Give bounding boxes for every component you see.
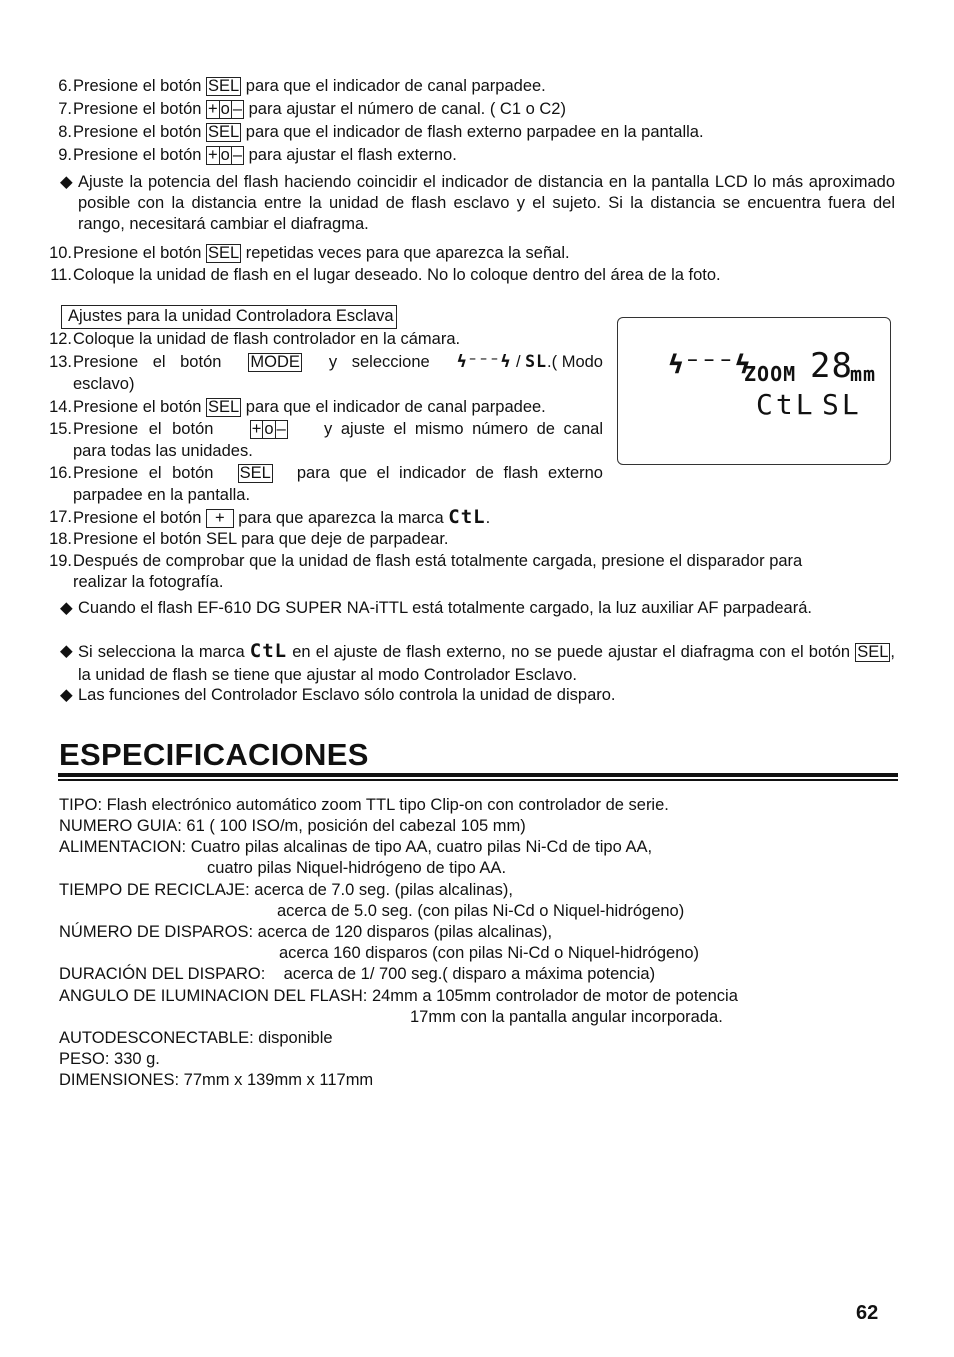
spec-line: TIEMPO DE RECICLAJE: acerca de 7.0 seg. (pilas alcalinas), bbox=[59, 881, 513, 899]
spec-line: TIPO: Flash electrónico automático zoom TTL tipo Clip-on con controlador de serie. bbox=[59, 796, 669, 814]
bullet-diamond-icon: ◆ bbox=[60, 173, 73, 191]
minus-button-ref: – bbox=[232, 100, 243, 118]
spec-line: ALIMENTACION: Cuatro pilas alcalinas de tipo AA, cuatro pilas Ni-Cd de tipo AA, bbox=[59, 838, 653, 856]
section-label: Ajustes para la unidad Controladora Esclava bbox=[61, 305, 397, 329]
ctl-mark-icon: CtL bbox=[448, 506, 486, 528]
spec-heading: ESPECIFICACIONES bbox=[59, 737, 369, 772]
zoom-value: 28 bbox=[810, 346, 853, 386]
zoom-label: ZOOM bbox=[744, 362, 797, 386]
sel-button-ref: SEL bbox=[239, 463, 271, 482]
slave-mode-icon: SL bbox=[525, 352, 548, 371]
spec-line: ANGULO DE ILUMINACION DEL FLASH: 24mm a 105mm controlador de motor de potencia bbox=[59, 987, 738, 1005]
plus-button-ref: + bbox=[206, 509, 234, 528]
spec-line: 17mm con la pantalla angular incorporada. bbox=[410, 1008, 723, 1026]
plus-button-ref: + bbox=[208, 146, 218, 164]
step-number: 9. bbox=[58, 146, 72, 164]
spec-line: acerca de 5.0 seg. (con pilas Ni-Cd o Niquel-hidrógeno) bbox=[277, 902, 685, 920]
step-number: 6. bbox=[58, 77, 72, 95]
spec-line: AUTODESCONECTABLE: disponible bbox=[59, 1029, 333, 1047]
plus-button-ref: + bbox=[251, 420, 262, 438]
bullet-diamond-icon: ◆ bbox=[60, 686, 73, 704]
sel-button-ref: SEL bbox=[208, 244, 240, 262]
spec-line: DIMENSIONES: 77mm x 139mm x 117mm bbox=[59, 1071, 374, 1089]
note-af-light: Cuando el flash EF-610 DG SUPER NA-iTTL está totalmente cargado, la luz auxiliar AF parpadeará. bbox=[78, 599, 812, 617]
sl-mode-readout: SL bbox=[822, 388, 862, 421]
ctl-mode-readout: CtL bbox=[756, 388, 816, 421]
note-controller-functions: Las funciones del Controlador Esclavo sólo controla la unidad de disparo. bbox=[78, 686, 616, 704]
spec-line: NÚMERO DE DISPAROS: acerca de 120 disparos (pilas alcalinas), bbox=[59, 923, 553, 941]
spec-line: PESO: 330 g. bbox=[59, 1050, 160, 1068]
note-ctl-mark: Si selecciona la marca CtL en el ajuste de flash externo, no se puede ajustar el diafragma con el botón SEL , la unidad de flash se tiene que ajustar al modo Controlador Esclavo. bbox=[78, 640, 895, 684]
step-number: 7. bbox=[58, 100, 72, 118]
zoom-unit: mm bbox=[850, 362, 877, 386]
spec-line: DURACIÓN DEL DISPARO: acerca de 1/ 700 seg.( disparo a máxima potencia) bbox=[59, 965, 656, 983]
sel-button-ref: SEL bbox=[208, 398, 240, 416]
minus-button-ref: – bbox=[276, 420, 286, 438]
minus-button-ref: – bbox=[232, 146, 243, 164]
heading-rule-thin bbox=[58, 779, 898, 781]
sel-button-ref: SEL bbox=[857, 643, 889, 661]
ctl-mark-icon: CtL bbox=[249, 640, 288, 662]
mode-button-ref: MODE bbox=[250, 352, 300, 371]
remote-flash-icon: ϟ⁻⁻⁻ϟ bbox=[668, 350, 752, 380]
note-distance: Ajuste la potencia del flash haciendo coincidir el indicador de distancia en la pantalla LCD lo más aproximado posible con la distancia entre la unidad de flash esclavo y el sujeto. Si la distancia se encuentra fuera del rango, necesitará cambiar el diafragma. bbox=[78, 173, 895, 233]
sel-button-ref: SEL bbox=[208, 123, 240, 141]
page-number: 62 bbox=[856, 1302, 879, 1324]
spec-line: cuatro pilas Niquel-hidrógeno de tipo AA. bbox=[207, 859, 507, 877]
heading-rule bbox=[58, 773, 898, 777]
plus-button-ref: + bbox=[208, 100, 218, 118]
remote-flash-icon: ϟ⁻⁻⁻ϟ bbox=[456, 352, 512, 371]
bullet-diamond-icon: ◆ bbox=[60, 642, 73, 660]
lcd-display-illustration bbox=[617, 317, 891, 465]
step-number: 8. bbox=[58, 123, 72, 141]
spec-line: acerca 160 disparos (con pilas Ni-Cd o Niquel-hidrógeno) bbox=[279, 944, 700, 962]
spec-line: NUMERO GUIA: 61 ( 100 ISO/m, posición del cabezal 105 mm) bbox=[59, 817, 526, 835]
bullet-diamond-icon: ◆ bbox=[60, 599, 73, 617]
sel-button-ref: SEL bbox=[208, 77, 240, 95]
